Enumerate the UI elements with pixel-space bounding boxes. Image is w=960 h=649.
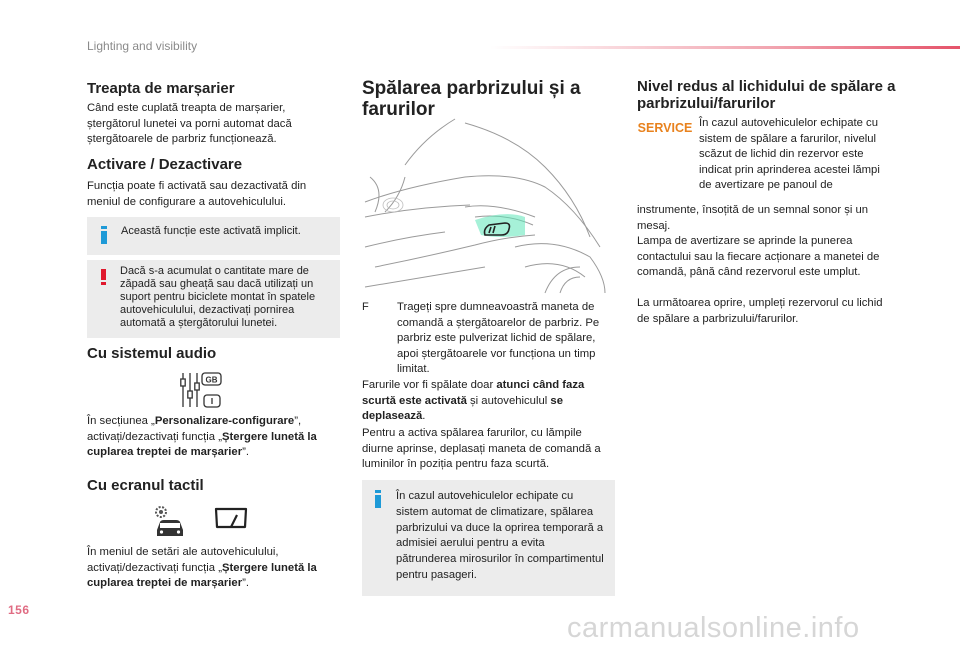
bullet-item-pull-lever bbox=[362, 300, 607, 378]
low-fluid-text-1: instrumente, însoțită de un semnal sonor și un mesaj. bbox=[637, 204, 869, 232]
headlamp-wash-text: Farurile vor fi spălate doar atunci când faza scurtă este activată și autovehiculul se deplasează. bbox=[362, 379, 585, 422]
audio-text: În secțiunea „Personalizare-configurare”, activați/dezactivați funcția „Ștergere lunetă la cuplarea treptei de marșarier”. bbox=[87, 415, 317, 458]
rear-wiper-icon bbox=[214, 506, 248, 530]
info-icon bbox=[101, 226, 107, 244]
activation-text: Funcția poate fi activată sau dezactivată din meniul de configurare a autovehiculului. bbox=[87, 180, 307, 208]
info-box-climate-text: În cazul autovehiculelor echipate cu sistem automat de climatizare, spălarea parbrizului va duce la oprirea temporară a admisiei aerului pentru a evita pătrunderea mirosurilor în compartimentul pentru pasageri. bbox=[396, 490, 604, 581]
bullet-arrow-icon: F bbox=[362, 301, 369, 313]
info-box-climate bbox=[362, 480, 615, 596]
heading-low-fluid: Nivel redus al lichidului de spălare a parbrizului/farurilor bbox=[637, 78, 896, 112]
car-front-illustration bbox=[365, 117, 615, 293]
info-box-text: Această funcție este activată implicit. bbox=[121, 225, 301, 237]
heading-touch-screen: Cu ecranul tactil bbox=[87, 477, 204, 494]
car-settings-icon bbox=[152, 504, 186, 538]
svg-text:SERVICE: SERVICE bbox=[637, 121, 693, 135]
section-header: Lighting and visibility bbox=[87, 39, 198, 53]
page-number: 156 bbox=[8, 603, 30, 617]
info-box-default bbox=[87, 217, 340, 255]
low-fluid-text-3: La următoarea oprire, umpleți rezervorul cu lichid de spălare a parbrizului/farurilor. bbox=[637, 297, 883, 325]
low-fluid-text-2: Lampa de avertizare se aprinde la punerea contactului sau la fiecare acționare a manetei de comandă, până când rezervorul este umplut. bbox=[637, 235, 880, 278]
warning-box-text: Dacă s-a acumulat o cantitate mare de zăpadă sau gheață sau dacă utilizați un suport pentru biciclete montat în spatele autovehiculului, dezactivați pornirea automată a ștergătorului lunetei. bbox=[120, 265, 316, 329]
svg-text:GB: GB bbox=[205, 375, 218, 385]
reverse-gear-text: Când este cuplată treapta de marșarier, ștergătorul lunetei va porni automat dacă ștergătoarele de parbriz funcționează. bbox=[87, 102, 292, 145]
header-accent-bar bbox=[490, 46, 960, 49]
warning-icon bbox=[101, 269, 107, 285]
touch-text: În meniul de setări ale autovehiculului, activați/dezactivați funcția „Ștergere lunetă la cuplarea treptei de marșarier”. bbox=[87, 546, 317, 589]
audio-settings-icon bbox=[180, 371, 222, 409]
info-icon bbox=[375, 490, 381, 508]
bullet-text: Trageți spre dumneavoastră maneta de comandă a ștergătoarelor de parbriz. Pe parbriz este pulverizat lichid de spălare, apoi ștergătoarele vor funcționa un timp limitat. bbox=[397, 301, 600, 375]
heading-reverse-gear: Treapta de marșarier bbox=[87, 80, 235, 97]
heading-audio-system: Cu sistemul audio bbox=[87, 345, 217, 362]
service-warning-icon bbox=[637, 120, 693, 135]
watermark: carmanualsonline.info bbox=[567, 612, 860, 644]
headlamp-activate-text: Pentru a activa spălarea farurilor, cu lămpile diurne aprinse, deplasați maneta de comandă a luminilor în poziția pentru faza scurtă. bbox=[362, 427, 601, 470]
low-fluid-side-text: În cazul autovehiculelor echipate cu sistem de spălare a farurilor, nivelul scăzut de lichid din rezervor este indicat prin aprinderea acestei lămpi de avertizare pe panoul de bbox=[699, 117, 880, 191]
warning-box bbox=[87, 260, 340, 338]
heading-washing: Spălarea parbrizului și a farurilor bbox=[362, 78, 581, 120]
heading-activation: Activare / Dezactivare bbox=[87, 156, 243, 173]
